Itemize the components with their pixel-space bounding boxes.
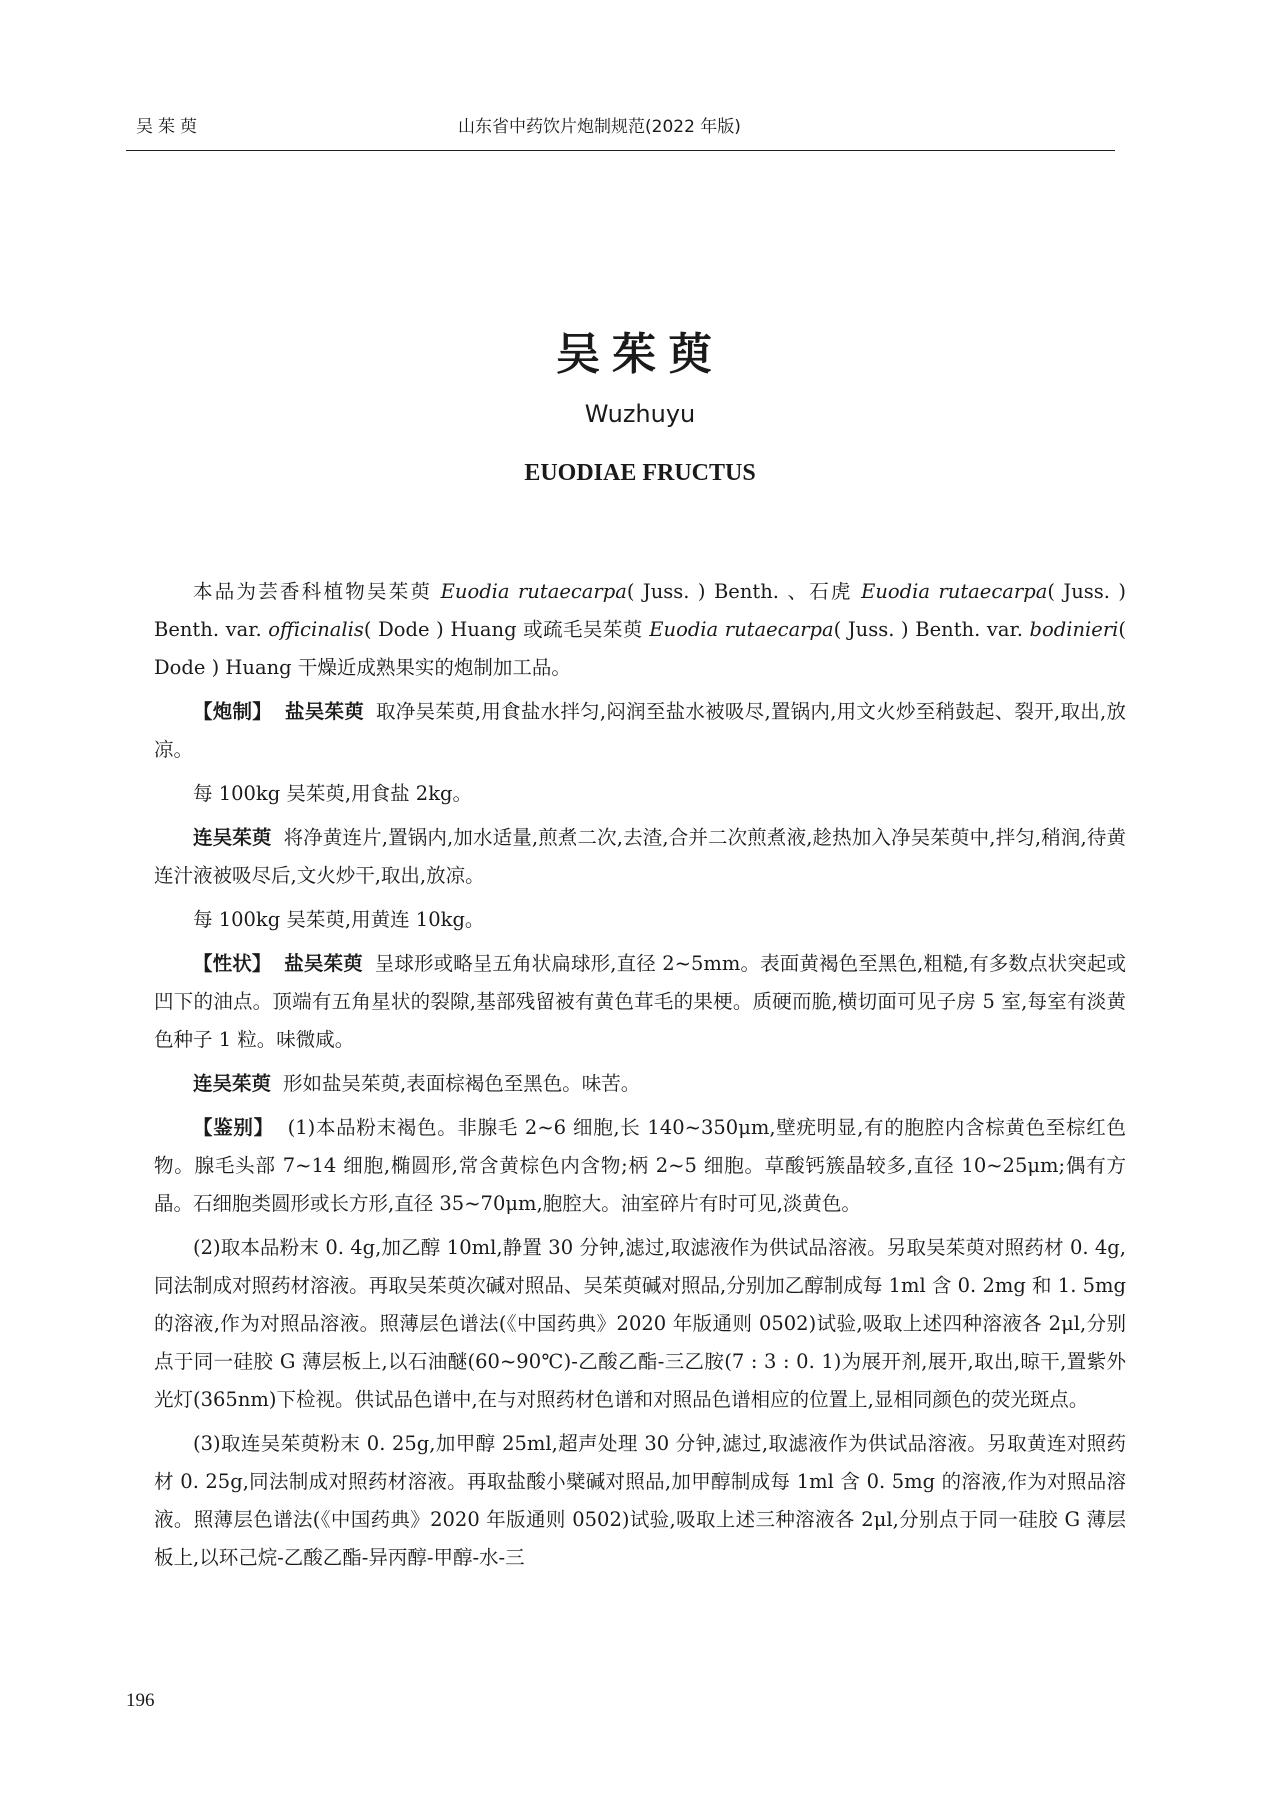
section-heading-properties: 【性状】 <box>193 952 272 975</box>
identification-item-3: (3)取连吴茱萸粉末 0. 25g,加甲醇 25ml,超声处理 30 分钟,滤过,取滤液作为供试品溶液。另取黄连对照药材 0. 25g,同法制成对照药材溶液。再取盐酸小檗碱对照品,加甲醇制成每 1ml 含 0. 5mg 的溶液,作为对照品溶液。照薄层色谱法(《中国药典》2020 年版通则 0502)试验,吸取上述三种溶液各 2μl,分别点于同一硅胶 G 薄层板上,以环己烷-乙酸乙酯-异丙醇-甲醇-水-三 <box>154 1432 1126 1569</box>
header-section-title: 吴茱萸 <box>136 117 202 137</box>
section-heading-processing: 【炮制】 <box>193 700 273 723</box>
latin-binomial: Euodia rutaecarpa <box>861 580 1048 603</box>
running-header <box>126 112 1115 151</box>
processing-salt-ratio: 每 100kg 吴茱萸,用食盐 2kg。 <box>193 782 473 805</box>
identification-item-2: (2)取本品粉末 0. 4g,加乙醇 10ml,静置 30 分钟,滤过,取滤液作为供试品溶液。另取吴茱萸对照药材 0. 4g,同法制成对照药材溶液。再取吴茱萸次碱对照品、吴茱萸碱对照品,分别加乙醇制成每 1ml 含 0. 2mg 和 1. 5mg 的溶液,作为对照品溶液。照薄层色谱法(《中国药典》2020 年版通则 0502)试验,吸取上述四种溶液各 2μl,分别点于同一硅胶 G 薄层板上,以石油醚(60~90℃)-乙酸乙酯-三乙胺(7 : 3 : 0. 1)为展开剂,展开,取出,晾干,置紫外光灯(365nm)下检视。供试品色谱中,在与对照药材色谱和对照品色谱相应的位置上,显相同颜色的荧光斑点。 <box>154 1236 1126 1411</box>
page-number: 196 <box>126 1690 155 1711</box>
latin-binomial: Euodia rutaecarpa <box>649 618 834 641</box>
latin-variety: officinalis <box>268 618 364 641</box>
identification-item-1: 【鉴别】 (1)本品粉末褐色。非腺毛 2~6 细胞,长 140~350μm,壁疣明显,有的胞腔内含棕黄色至棕红色物。腺毛头部 7~14 细胞,椭圆形,常含黄棕色内含物;柄 2~5 细胞。草酸钙簇晶较多,直径 10~25μm;偶有方晶。石细胞类圆形或长方形,直径 35~70μm,胞腔大。油室碎片有时可见,淡黄色。 <box>154 1116 1126 1215</box>
subheading-lian: 连吴茱萸 <box>193 826 272 849</box>
properties-salt-paragraph: 【性状】 盐吴茱萸 呈球形或略呈五角状扁球形,直径 2~5mm。表面黄褐色至黑色,粗糙,有多数点状突起或凹下的油点。顶端有五角星状的裂隙,基部残留被有黄色茸毛的果梗。质硬而脆,横切面可见子房 5 室,每室有淡黄色种子 1 粒。味微咸。 <box>154 952 1126 1051</box>
properties-lian-paragraph: 连吴茱萸 形如盐吴茱萸,表面棕褐色至黑色。味苦。 <box>193 1072 641 1095</box>
intro-paragraph: 本品为芸香科植物吴茱萸 Euodia rutaecarpa( Juss. ) Benth. 、石虎 Euodia rutaecarpa( Juss. ) Benth. var. officinalis( Dode ) Huang 或疏毛吴茱萸 Euodia rutaecarpa( Juss. ) Benth. var. bodinieri( Dode ) Huang 干燥近成熟果实的炮制加工品。 <box>154 580 1127 679</box>
latin-variety: bodinieri <box>1029 618 1119 641</box>
section-heading-identification: 【鉴别】 <box>193 1116 274 1139</box>
processing-lian-paragraph: 连吴茱萸 将净黄连片,置锅内,加水适量,煎煮二次,去渣,合并二次煎煮液,趁热加入净吴茱萸中,拌匀,稍润,待黄连汁液被吸尽后,文火炒干,取出,放凉。 <box>154 826 1126 887</box>
monograph-title: 吴茱萸 <box>556 329 724 380</box>
header-book-title: 山东省中药饮片炮制规范(2022 年版) <box>458 117 741 137</box>
subheading-salt: 盐吴茱萸 <box>284 952 363 975</box>
subheading-salt: 盐吴茱萸 <box>284 700 365 723</box>
latin-binomial: Euodia rutaecarpa <box>440 580 627 603</box>
processing-salt-paragraph: 【炮制】 盐吴茱萸 取净吴茱萸,用食盐水拌匀,闷润至盐水被吸尽,置锅内,用文火炒至稍鼓起、裂开,取出,放凉。 <box>154 700 1126 761</box>
processing-lian-ratio: 每 100kg 吴茱萸,用黄连 10kg。 <box>193 908 485 931</box>
subheading-lian: 连吴茱萸 <box>193 1072 272 1095</box>
monograph-body <box>154 573 1126 1583</box>
monograph-pinyin: Wuzhuyu <box>584 400 696 428</box>
monograph-latin-name: EUODIAE FRUCTUS <box>524 460 756 486</box>
